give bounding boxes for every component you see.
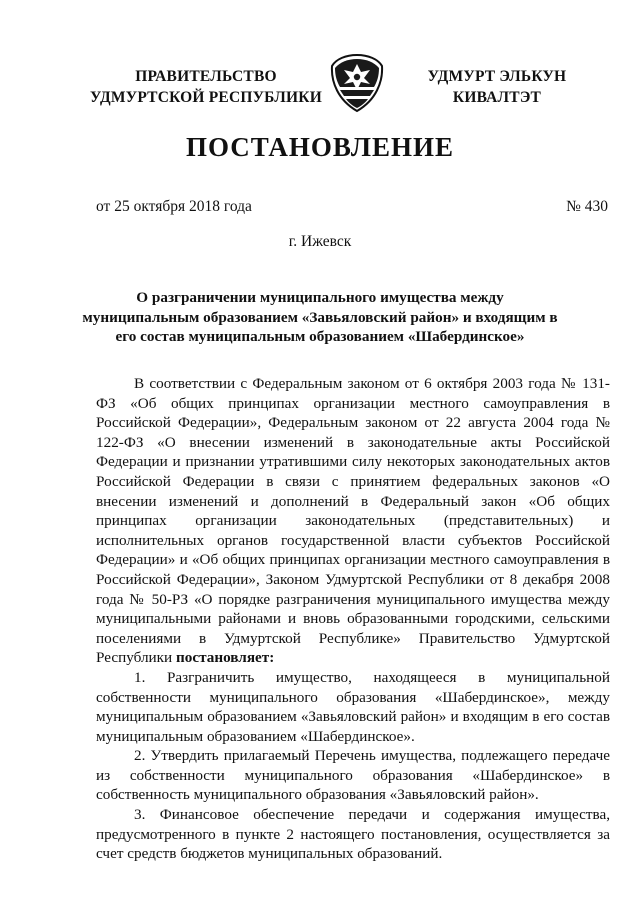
resolution-keyword: постановляет: bbox=[176, 649, 275, 667]
coat-of-arms-icon bbox=[326, 52, 388, 114]
point-3: 3. Финансовое обеспечение передачи и содержания имущества, предусмотренного в пункте 2 настоящего постановления, осуществляется за счет средств бюджетов муниципальных образований. bbox=[96, 806, 610, 863]
document-city: г. Ижевск bbox=[288, 233, 352, 250]
point-1: 1. Разграничить имущество, находящееся в муниципальной собственности муниципального образования «Шабердинское», между муниципальным образованием «Завьяловский район» и входящим в его состав муниципальным образованием «Шабердинское». bbox=[96, 668, 610, 745]
issuer-udmurt-line-2: КИВАЛТЭТ bbox=[452, 89, 542, 106]
issuer-name-udmurt bbox=[412, 66, 582, 108]
preamble-text: В соответствии с Федеральным законом от 6 октября 2003 года № 131-ФЗ «Об общих принципах организации местного самоуправления в Российской Федерации», Федеральным законом от 22 августа 2004 года № 122-ФЗ «О внесении изменений в законодательные акты Российской Федерации и признании утратившими силу некоторых законодательных актов Российской Федерации в связи с принятием федеральных законов «О внесении изменений и дополнений в Федеральный закон «Об общих принципах организации законодательных (представительных) и исполнительных органов государственной власти субъектов Российской Федерации» и «Об общих принципах организации местного самоуправления в Российской Федерации», Законом Удмуртской Республики от 8 декабря 2008 года № 50-РЗ «О порядке разграничения муниципального имущества между муниципальными районами и вновь образованными городскими, сельскими поселениями в Удмуртской Республике» Правительство Удмуртской Республики bbox=[96, 375, 610, 667]
point-2: 2. Утвердить прилагаемый Перечень имущества, подлежащего передаче из собственности муниципального образования «Шабердинское» в собственность муниципального образования «Завьяловский район». bbox=[96, 747, 610, 804]
document-body bbox=[96, 374, 610, 864]
issuer-udmurt-line-1: УДМУРТ ЭЛЬКУН bbox=[427, 68, 567, 85]
issuer-name-russian bbox=[88, 66, 324, 108]
issuer-line-1: ПРАВИТЕЛЬСТВО bbox=[135, 68, 277, 85]
issuer-line-2: УДМУРТСКОЙ РЕСПУБЛИКИ bbox=[90, 89, 322, 106]
document-subject: О разграничении муниципального имущества между муниципальным образованием «Завьяловский район» и входящим в его состав муниципальным образованием «Шабердинское» bbox=[82, 289, 558, 346]
document-title: ПОСТАНОВЛЕНИЕ bbox=[185, 132, 455, 162]
document-date: от 25 октября 2018 года bbox=[96, 198, 252, 215]
document-number: № 430 bbox=[566, 198, 608, 215]
preamble-paragraph bbox=[96, 374, 610, 668]
